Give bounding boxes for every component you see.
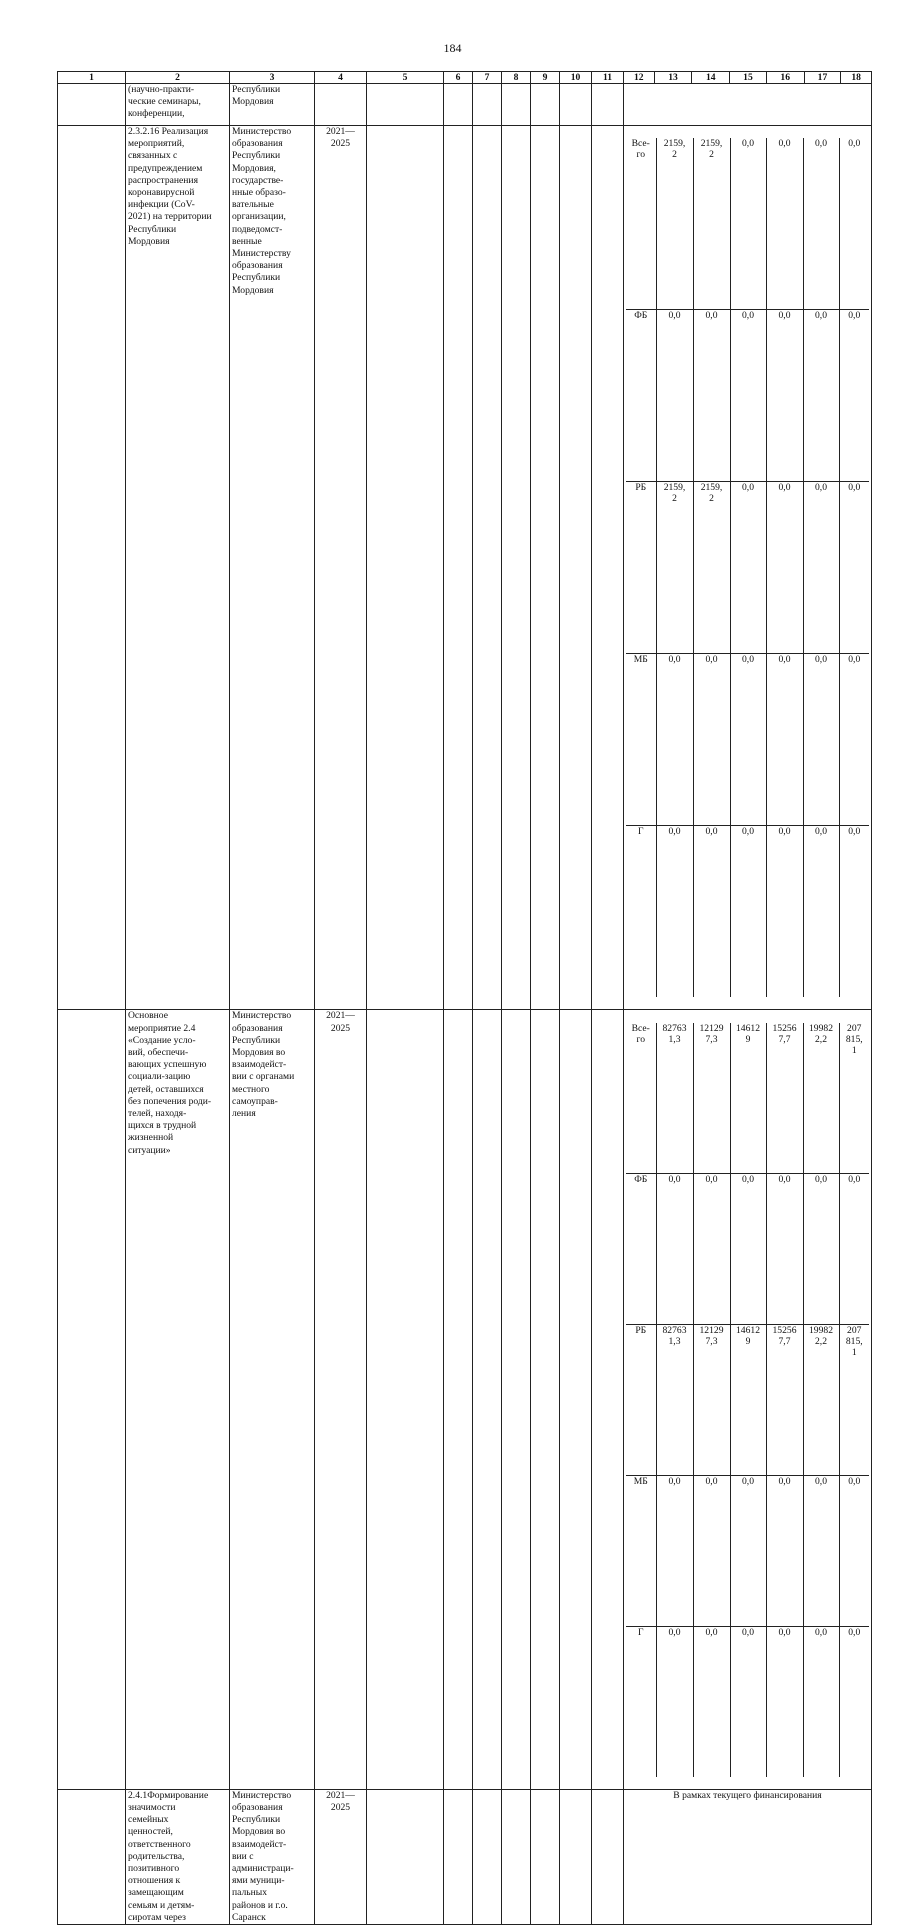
activity-name: 2.3.2.16 Реализация мероприятий, связанных с предупреждением распространения коронавирусной инфекции (CoV- 2021) на территории Республики Мордовия — [126, 126, 230, 1010]
financing-note: В рамках текущего финансирования — [624, 1789, 872, 1924]
table-row — [58, 84, 872, 126]
page-number: 184 — [443, 41, 462, 55]
col-header-9: 9 — [531, 72, 560, 84]
col-header-3: 3 — [230, 72, 315, 84]
col-header-17: 17 — [804, 72, 841, 84]
col-header-16: 16 — [766, 72, 804, 84]
financing-row: ФБ 0,0 0,0 0,0 0,0 0,0 0,0 — [626, 310, 869, 482]
column-number-row — [58, 72, 872, 84]
executor: Министерство образования Республики Мордовия во взаимодейст- вии с органами местного самоуправ- ления — [230, 1010, 315, 1789]
executor: Министерство образования Республики Мордовия, государстве- нные образо- вательные организации, подведомст- венные Министерству образования Республики Мордовия — [230, 126, 315, 1010]
col-header-18: 18 — [841, 72, 872, 84]
col-header-7: 7 — [473, 72, 502, 84]
program-table — [57, 71, 872, 1925]
financing-table — [626, 138, 869, 997]
col-header-6: 6 — [444, 72, 473, 84]
col-header-10: 10 — [560, 72, 592, 84]
financing-cell — [624, 126, 872, 1010]
activity-name: (научно-практи- ческие семинары, конференции, — [126, 84, 230, 126]
col-header-12: 12 — [624, 72, 655, 84]
financing-row: РБ 2159, 2 2159, 2 0,0 0,0 0,0 0,0 — [626, 482, 869, 654]
financing-row: МБ 0,0 0,0 0,0 0,0 0,0 0,0 — [626, 1475, 869, 1626]
table-row — [58, 126, 872, 1010]
period: 2021— 2025 — [315, 126, 367, 1010]
executor: Министерство образования Республики Мордовия во взаимодейст- вии с администраци- ями муници- пальных районов и г.о. Саранск — [230, 1789, 315, 1924]
activity-name: 2.4.1Формирование значимости семейных ценностей, ответственного родительства, позитивного отношения к замещающим семьям и детям- сиротам через — [126, 1789, 230, 1924]
col-header-1: 1 — [58, 72, 126, 84]
col-header-8: 8 — [502, 72, 531, 84]
col-header-2: 2 — [126, 72, 230, 84]
activity-name: Основное мероприятие 2.4 «Создание усло- вий, обеспечи- вающих успешную социали-зацию детей, оставшихся без попечения роди- телей, находя- щихся в трудной жизненной ситуации» — [126, 1010, 230, 1789]
period: 2021— 2025 — [315, 1789, 367, 1924]
col-header-5: 5 — [367, 72, 444, 84]
financing-cell — [624, 1010, 872, 1789]
table-row — [58, 1789, 872, 1924]
financing-cell — [624, 84, 872, 126]
financing-row: Все- го 82763 1,3 12129 7,3 14612 9 15256 7,7 19982 2,2 207 815, 1 — [626, 1023, 869, 1174]
financing-row: Все- го 2159, 2 2159, 2 0,0 0,0 0,0 0,0 — [626, 138, 869, 310]
col-header-14: 14 — [692, 72, 730, 84]
executor: Республики Мордовия — [230, 84, 315, 126]
financing-row: РБ 82763 1,3 12129 7,3 14612 9 15256 7,7 19982 2,2 207 815, 1 — [626, 1324, 869, 1475]
financing-table — [626, 1023, 869, 1777]
col-header-4: 4 — [315, 72, 367, 84]
financing-row: ФБ 0,0 0,0 0,0 0,0 0,0 0,0 — [626, 1173, 869, 1324]
col-header-13: 13 — [654, 72, 692, 84]
financing-row: Г 0,0 0,0 0,0 0,0 0,0 0,0 — [626, 1626, 869, 1777]
col-header-11: 11 — [592, 72, 624, 84]
financing-row: МБ 0,0 0,0 0,0 0,0 0,0 0,0 — [626, 654, 869, 826]
financing-row: Г 0,0 0,0 0,0 0,0 0,0 0,0 — [626, 826, 869, 998]
period: 2021— 2025 — [315, 1010, 367, 1789]
col-header-15: 15 — [730, 72, 767, 84]
table-row — [58, 1010, 872, 1789]
